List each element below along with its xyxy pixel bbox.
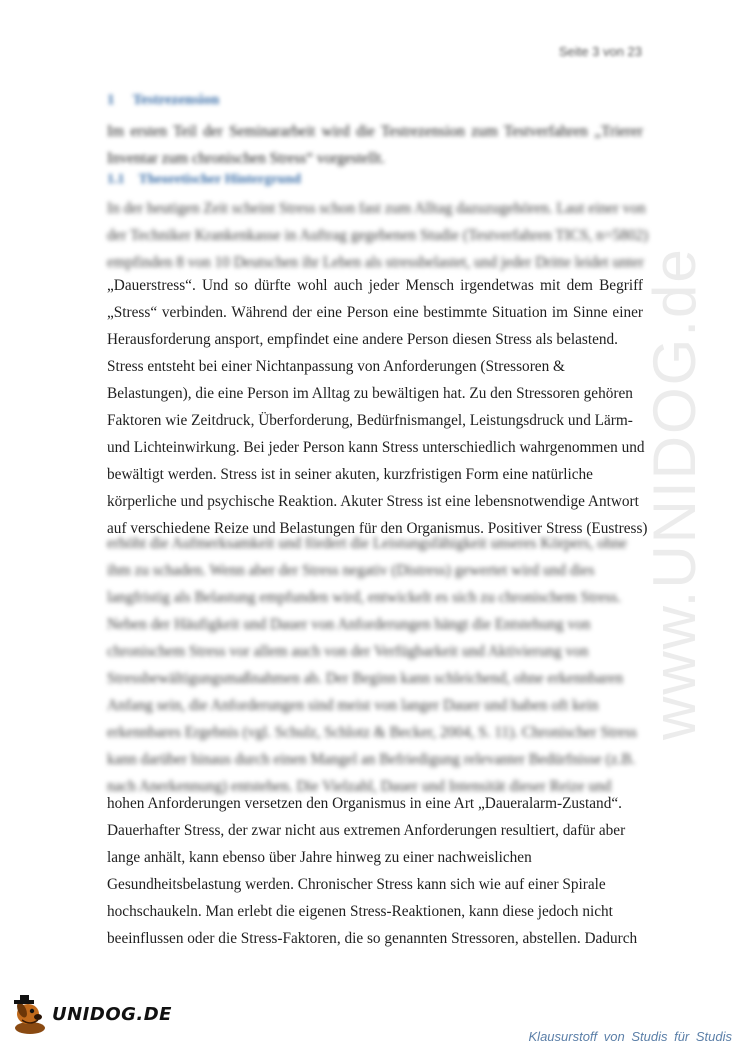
- section-number: 1: [107, 92, 115, 108]
- text-line: und Lichteinwirkung. Bei jeder Person kann Stress unterschiedlich wahrgenommen und: [107, 439, 645, 456]
- text-line: Dauerhafter Stress, der zwar nicht aus extremen Anforderungen resultiert, dafür aber: [107, 822, 626, 839]
- section-title: Testrezension: [132, 92, 220, 108]
- dog-mascot-icon: [8, 990, 54, 1038]
- footer-slogan: Klausurstoff von Studis für Studis: [528, 1029, 732, 1044]
- text-line: Stress entsteht bei einer Nichtanpassung von Anforderungen (Stressoren &: [107, 358, 565, 375]
- text-line: In der heutigen Zeit scheint Stress schon fast zum Alltag dazuzugehören. Laut einer von: [107, 200, 646, 217]
- text-line: Neben der Häufigkeit und Dauer von Anforderungen hängt die Entstehung von: [107, 616, 591, 633]
- intro-line: Inventar zum chronischen Stress“ vorgestellt.: [107, 150, 385, 167]
- text-line: Anfang sein, die Anforderungen sind meist von langer Dauer und haben oft kein: [107, 697, 599, 714]
- text-line: Belastungen), die eine Person im Alltag zu bewältigen hat. Zu den Stressoren gehören: [107, 385, 633, 402]
- clear-paragraph-bottom: [107, 790, 643, 952]
- text-line: bewältigt werden. Stress ist in seiner akuten, kurzfristigen Form eine natürliche: [107, 466, 593, 483]
- subsection-number: 1.1: [107, 172, 125, 187]
- text-line: beeinflussen oder die Stress-Faktoren, die so genannten Stressoren, abstellen. Dadurch: [107, 930, 638, 947]
- clear-paragraph-top: [107, 272, 648, 542]
- subsection-heading: [107, 172, 301, 188]
- text-line: der Techniker Krankenkasse in Auftrag gegebenen Studie (Testverfahren TICS, n=5802): [107, 227, 649, 244]
- text-line: empfinden 8 von 10 Deutschen ihr Leben als stressbelastet, und jeder Dritte leidet unter: [107, 254, 644, 271]
- text-line: erkennbares Ergebnis (vgl. Schulz, Schlotz & Becker, 2004, S. 11). Chronischer Stress: [107, 724, 637, 741]
- text-line: „Dauerstress“. Und so dürfte wohl auch jeder Mensch irgendetwas mit dem Begriff: [107, 277, 643, 294]
- text-line: erhöht die Aufmerksamkeit und fördert die Leistungsfähigkeit unseres Körpers, ohne: [107, 535, 627, 552]
- watermark: www.UNIDOG.de: [641, 247, 708, 740]
- intro-line: Im ersten Teil der Seminararbeit wird die Testrezension zum Testverfahren „Trierer: [107, 123, 643, 140]
- text-line: nach Anerkennung) entstehen. Die Vielzahl, Dauer und Intensität dieser Reize und: [107, 778, 612, 795]
- text-line: lange anhält, kann ebenso über Jahre hinweg zu einer nachweislichen: [107, 849, 532, 866]
- text-line: hochschaukeln. Man erlebt die eigenen Stress-Reaktionen, kann diese jedoch nicht: [107, 903, 613, 920]
- text-line: Gesundheitsbelastung werden. Chronischer Stress kann sich wie auf einer Spirale: [107, 876, 606, 893]
- intro-paragraph: [107, 118, 643, 172]
- text-line: körperliche und psychische Reaktion. Akuter Stress ist eine lebensnotwendige Antwort: [107, 493, 639, 510]
- text-line: kann darüber hinaus durch einen Mangel an Befriedigung relevanter Bedürfnisse (z.B.: [107, 751, 636, 768]
- text-line: hohen Anforderungen versetzen den Organismus in eine Art „Daueralarm-Zustand“.: [107, 795, 622, 812]
- text-line: chronischem Stress vor allem auch von der Verfügbarkeit und Aktivierung von: [107, 643, 589, 660]
- subsection-title: Theoretischer Hintergrund: [138, 172, 301, 187]
- text-line: „Stress“ verbinden. Während der eine Person eine bestimmte Situation im Sinne einer: [107, 304, 643, 321]
- text-line: Stressbewältigungsmaßnahmen ab. Der Beginn kann schleichend, ohne erkennbaren: [107, 670, 624, 687]
- page-number: Seite 3 von 23: [558, 44, 642, 59]
- text-line: Faktoren wie Zeitdruck, Überforderung, Bedürfnismangel, Leistungsdruck und Lärm-: [107, 412, 633, 429]
- text-line: Herausforderung ansport, empfindet eine andere Person diesen Stress als belastend.: [107, 331, 619, 348]
- text-line: auf verschiedene Reize und Belastungen für den Organismus. Positiver Stress (Eustress): [107, 520, 648, 537]
- unidog-logo[interactable]: [8, 990, 172, 1038]
- text-line: ihm zu schaden. Wenn aber der Stress negativ (Distress) gewertet wird und dies: [107, 562, 595, 579]
- blurred-paragraph-top: [107, 195, 649, 276]
- blurred-paragraph-middle: [107, 530, 643, 800]
- text-line: langfristig als Belastung empfunden wird, entwickelt es sich zu chronischem Stress.: [107, 589, 622, 606]
- section-heading: [107, 92, 219, 109]
- logo-text: UNIDOG.DE: [52, 1004, 172, 1025]
